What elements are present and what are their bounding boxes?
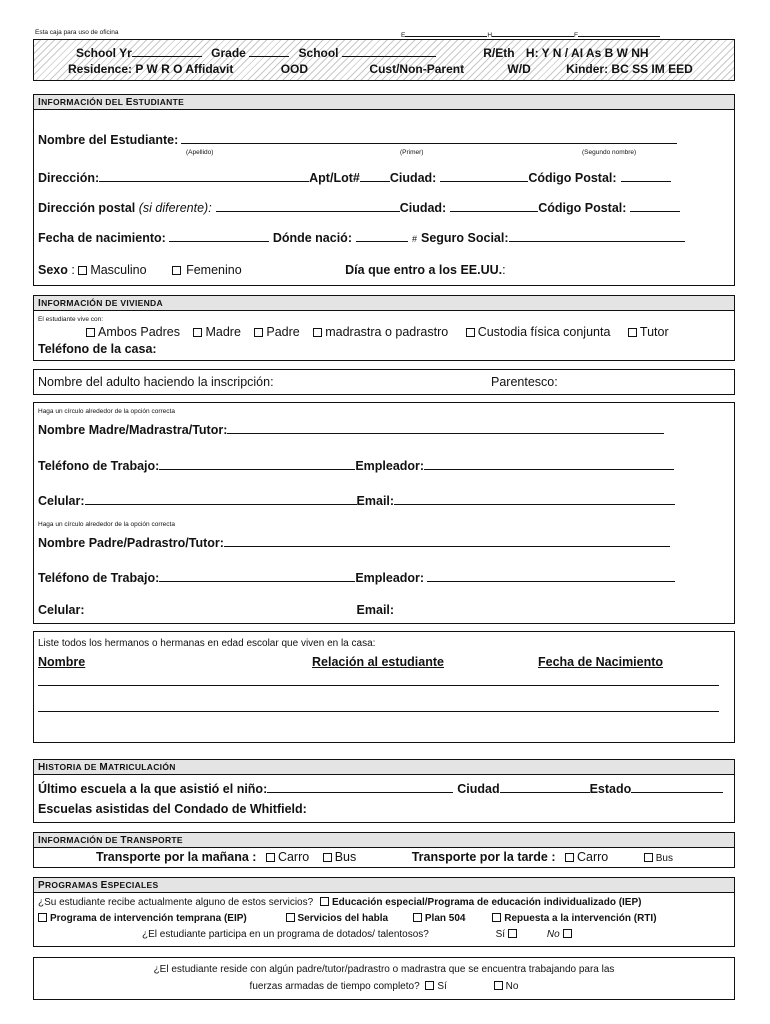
military-question-line2-row	[34, 981, 734, 992]
mother-name-label: Nombre Madre/Madrastra/Tutor:	[38, 423, 228, 437]
h-code-label: H	[487, 32, 493, 39]
father-circle-note: Haga un círculo alrededor de la opción correcta	[38, 521, 175, 528]
programs-row-2	[38, 913, 657, 924]
father-work-row	[38, 569, 675, 585]
father-cell-row	[38, 603, 394, 617]
male-checkbox[interactable]	[78, 266, 87, 275]
afternoon-bus-checkbox[interactable]	[644, 853, 653, 862]
ethnicity-options: H: Y N / AI As B W NH	[525, 46, 649, 60]
tutor-checkbox[interactable]	[628, 328, 637, 337]
father-name-label: Nombre Padre/Padrastro/Tutor:	[38, 536, 224, 550]
eip-checkbox[interactable]	[38, 913, 47, 922]
transport-row	[96, 850, 673, 864]
last-name-hint: (Apellido)	[186, 149, 214, 156]
father-label: Padre	[266, 325, 300, 339]
military-no-label: No	[505, 981, 519, 992]
mother-email-field[interactable]	[394, 492, 675, 505]
father-email-label: Email:	[356, 603, 395, 617]
female-checkbox[interactable]	[172, 266, 181, 275]
enroller-relation-label: Parentesco:	[491, 375, 558, 389]
military-question-line2: fuerzas armadas de tiempo completo?	[249, 981, 420, 992]
history-state-label: Estado	[589, 782, 632, 796]
h-code-field[interactable]	[492, 29, 574, 37]
student-info-section	[33, 94, 735, 286]
postal-address-field[interactable]	[216, 199, 400, 212]
mother-name-row	[38, 421, 664, 437]
sibling-line-1[interactable]	[38, 685, 719, 686]
city-field[interactable]	[440, 169, 528, 182]
programs-question: ¿Su estudiante recibe actualmente alguno de estos servicios?	[38, 897, 314, 908]
plan504-label: Plan 504	[424, 913, 466, 924]
postal-city-field[interactable]	[450, 199, 538, 212]
f-code-field[interactable]	[578, 29, 660, 37]
office-use-note: Esta caja para uso de oficina	[35, 29, 119, 36]
joint-custody-checkbox[interactable]	[466, 328, 475, 337]
father-name-field[interactable]	[224, 534, 670, 547]
tutor-label: Tutor	[639, 325, 669, 339]
school-field[interactable]	[342, 44, 436, 57]
grade-label: Grade	[211, 46, 246, 60]
joint-custody-label: Custodia física conjunta	[477, 325, 611, 339]
whitfield-schools-label: Escuelas asistidas del Condado de Whitfield:	[38, 802, 307, 816]
sibling-line-2[interactable]	[38, 711, 719, 712]
school-year-field[interactable]	[132, 44, 202, 57]
morning-bus-label: Bus	[334, 850, 357, 864]
postal-address-label: Dirección postal	[38, 201, 136, 215]
custody-label: Cust/Non-Parent	[369, 62, 465, 76]
postal-address-row	[38, 199, 680, 215]
military-section	[33, 957, 735, 1000]
ssn-field[interactable]	[509, 229, 685, 242]
address-field[interactable]	[99, 169, 309, 182]
e-code-field[interactable]	[405, 29, 487, 37]
father-name-row	[38, 534, 670, 550]
programs-section	[33, 877, 735, 947]
birthplace-field[interactable]	[356, 229, 408, 242]
apt-field[interactable]	[360, 169, 390, 182]
sibling-relation-column: Relación al estudiante	[312, 655, 444, 669]
stepparent-checkbox[interactable]	[313, 328, 322, 337]
mother-checkbox[interactable]	[193, 328, 202, 337]
history-section	[33, 759, 735, 823]
address-label: Dirección:	[38, 171, 100, 185]
military-question-line1: ¿El estudiante reside con algún padre/tutor/padrastro o madrastra que se encuentra trabajando para las	[153, 964, 615, 975]
lives-with-options	[86, 325, 669, 339]
mother-work-phone-field[interactable]	[159, 457, 355, 470]
military-yes-checkbox[interactable]	[425, 981, 434, 990]
last-school-row	[38, 780, 723, 796]
f-code-label: F	[574, 32, 579, 39]
student-info-header: INFORMACIÓN DEL ESTUDIANTE	[34, 95, 734, 110]
enroller-section	[33, 369, 735, 395]
race-ethnicity-label: R/Eth	[483, 46, 515, 60]
student-name-label: Nombre del Estudiante:	[38, 133, 179, 147]
wd-label: W/D	[507, 62, 531, 76]
mother-cell-row	[38, 492, 675, 508]
female-label: Femenino	[186, 263, 242, 277]
father-employer-label: Empleador:	[355, 571, 425, 585]
history-state-field[interactable]	[631, 780, 723, 793]
history-city-field[interactable]	[500, 780, 590, 793]
sibling-dob-column: Fecha de Nacimiento	[538, 655, 664, 669]
sex-row: Sexo : Masculino Femenino Día que entro a los EE.UU.:	[38, 263, 506, 277]
morning-car-label: Carro	[277, 850, 310, 864]
grade-field[interactable]	[249, 44, 289, 57]
city-label: Ciudad:	[389, 171, 437, 185]
lives-with-label: El estudiante vive con:	[38, 316, 104, 323]
morning-bus-checkbox[interactable]	[323, 853, 332, 862]
housing-header: INFORMACIÓN DE VIVIENDA	[34, 296, 734, 311]
office-efh-codes	[401, 29, 660, 39]
father-work-phone-label: Teléfono de Trabajo:	[38, 571, 160, 585]
mother-employer-label: Empleador:	[355, 459, 425, 473]
afternoon-bus-label: Bus	[655, 853, 673, 864]
mother-cell-field[interactable]	[85, 492, 357, 505]
zip-field[interactable]	[621, 169, 671, 182]
postal-zip-label: Código Postal:	[538, 201, 627, 215]
e-code-label: E	[401, 32, 406, 39]
rti-label: Repuesta a la intervención (RTI)	[504, 913, 657, 924]
us-entry-label: Día que entro a los EE.UU.	[345, 263, 503, 277]
history-city-label: Ciudad	[457, 782, 500, 796]
afternoon-car-label: Carro	[577, 850, 609, 864]
address-row	[38, 169, 671, 185]
mother-email-label: Email:	[356, 494, 395, 508]
siblings-intro: Liste todos los hermanos o hermanas en edad escolar que viven en la casa:	[38, 638, 376, 649]
mother-circle-note: Haga un círculo alrededor de la opción correcta	[38, 408, 175, 415]
dob-label: Fecha de nacimiento:	[38, 231, 166, 245]
programs-header: PROGRAMAS ESPECIALES	[34, 878, 734, 893]
school-year-label: School Yr	[76, 46, 132, 60]
mother-employer-field[interactable]	[424, 457, 674, 470]
programs-row-1	[38, 897, 641, 908]
office-use-box	[33, 39, 735, 81]
both-parents-label: Ambos Padres	[98, 325, 180, 339]
speech-checkbox[interactable]	[286, 913, 295, 922]
student-name-row	[38, 131, 677, 147]
office-line-1	[76, 44, 649, 60]
postal-diff-note: (si diferente):	[138, 201, 212, 215]
zip-label: Código Postal:	[528, 171, 617, 185]
gifted-row	[142, 929, 575, 940]
morning-transport-label: Transporte por la mañana :	[96, 850, 257, 864]
iep-checkbox[interactable]	[320, 897, 329, 906]
gifted-no-label: No	[546, 929, 560, 940]
dob-field[interactable]	[169, 229, 269, 242]
mother-work-row	[38, 457, 674, 473]
military-yes-label: Sí	[437, 981, 447, 992]
kinder-options: Kinder: BC SS IM EED	[566, 62, 693, 76]
last-school-field[interactable]	[267, 780, 453, 793]
both-parents-checkbox[interactable]	[86, 328, 95, 337]
birthplace-label: Dónde nació:	[272, 231, 352, 245]
father-checkbox[interactable]	[254, 328, 263, 337]
residence-options: Residence: P W R O Affidavit	[68, 62, 234, 76]
siblings-section	[33, 631, 735, 743]
ood-label: OOD	[280, 62, 309, 76]
eip-label: Programa de intervención temprana (EIP)	[50, 913, 247, 924]
office-line-2	[68, 62, 693, 76]
mother-name-field[interactable]	[227, 421, 664, 434]
postal-city-label: Ciudad:	[399, 201, 447, 215]
guardians-section	[33, 402, 735, 624]
housing-section	[33, 295, 735, 361]
plan504-checkbox[interactable]	[413, 913, 422, 922]
history-header: HISTORIA DE MATRICULACIÓN	[34, 760, 734, 775]
sex-label: Sexo	[38, 263, 68, 277]
father-work-phone-field[interactable]	[159, 569, 355, 582]
last-school-label: Último escuela a la que asistió el niño:	[38, 782, 268, 796]
mother-cell-label: Celular:	[38, 494, 85, 508]
middle-name-hint: (Segundo nombre)	[582, 149, 637, 156]
apt-label: Apt/Lot#	[309, 171, 360, 185]
father-cell-label: Celular:	[38, 603, 85, 617]
birth-row	[38, 229, 685, 245]
rti-checkbox[interactable]	[492, 913, 501, 922]
mother-work-phone-label: Teléfono de Trabajo:	[38, 459, 160, 473]
speech-label: Servicios del habla	[297, 913, 389, 924]
gifted-yes-checkbox[interactable]	[508, 929, 517, 938]
sibling-name-column: Nombre	[38, 655, 86, 669]
father-employer-field[interactable]	[427, 569, 675, 582]
iep-label: Educación especial/Programa de educación individualizado (IEP)	[331, 897, 642, 908]
gifted-question: ¿El estudiante participa en un programa de dotados/ talentosos?	[142, 929, 429, 940]
military-no-checkbox[interactable]	[494, 981, 503, 990]
male-label: Masculino	[90, 263, 147, 277]
school-label: School	[298, 46, 339, 60]
mother-label: Madre	[205, 325, 241, 339]
ssn-label: Seguro Social:	[421, 231, 509, 245]
afternoon-car-checkbox[interactable]	[565, 853, 574, 862]
gifted-no-checkbox[interactable]	[563, 929, 572, 938]
afternoon-transport-label: Transporte por la tarde :	[411, 850, 556, 864]
gifted-yes-label: Sí	[495, 929, 506, 940]
first-name-hint: (Primer)	[400, 149, 424, 156]
transport-header: INFORMACIÓN DE TRANSPORTE	[34, 833, 734, 848]
morning-car-checkbox[interactable]	[266, 853, 275, 862]
home-phone-label: Teléfono de la casa:	[38, 342, 157, 356]
student-name-field[interactable]	[181, 131, 677, 144]
hash-symbol: #	[411, 234, 417, 244]
transport-section	[33, 832, 735, 868]
postal-zip-field[interactable]	[630, 199, 680, 212]
enroller-name-label: Nombre del adulto haciendo la inscripción:	[38, 375, 274, 389]
stepparent-label: madrastra o padrastro	[325, 325, 449, 339]
